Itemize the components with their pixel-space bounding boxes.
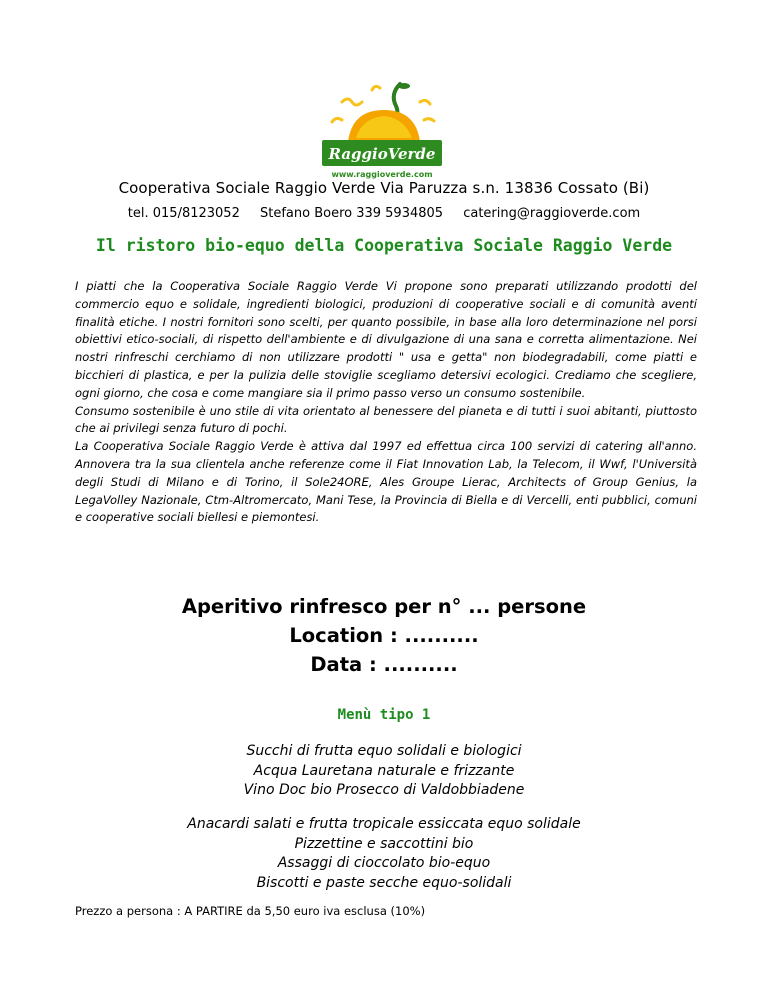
header-phone: tel. 015/8123052 bbox=[127, 206, 240, 221]
list-item: Succhi di frutta equo solidali e biologici bbox=[246, 743, 522, 759]
menu-drinks-list bbox=[0, 742, 768, 801]
list-item: Assaggi di cioccolato bio-equo bbox=[277, 855, 491, 871]
price-per-person: Prezzo a persona : A PARTIRE da 5,50 euro iva esclusa (10%) bbox=[75, 904, 426, 918]
menu-title: Menù tipo 1 bbox=[337, 707, 431, 723]
logo-brand-text: RaggioVerde bbox=[328, 145, 436, 163]
logo-url-text: www.raggioverde.com bbox=[331, 170, 433, 179]
header-contacts bbox=[0, 206, 768, 221]
list-item: Vino Doc bio Prosecco di Valdobbiadene bbox=[243, 782, 525, 798]
intro-text bbox=[75, 278, 697, 527]
event-people: Aperitivo rinfresco per n° ... persone bbox=[181, 595, 587, 618]
event-date: Data : .......... bbox=[310, 653, 458, 676]
document-title: Il ristoro bio-equo della Cooperativa Sociale Raggio Verde bbox=[95, 236, 673, 255]
event-location: Location : .......... bbox=[289, 624, 479, 647]
intro-paragraph: La Cooperativa Sociale Raggio Verde è attiva dal 1997 ed effettua circa 100 servizi di catering all'anno. Annovera tra la sua clientela anche referenze come il Fiat Innovation Lab, la Telecom, il Wwf, l'Università degli Studi di Milano e di Torino, il Sole24ORE, Ales Groupe Lierac, Architects of Group Genius, la LegaVolley Nazionale, Ctm-Altromercato, Mani Tese, la Provincia di Biella e di Vercelli, enti pubblici, comuni e cooperative sociali biellesi e piemontesi. bbox=[75, 439, 697, 525]
header-email[interactable]: catering@raggioverde.com bbox=[463, 206, 641, 221]
list-item: Anacardi salati e frutta tropicale essiccata equo solidale bbox=[187, 816, 581, 832]
list-item: Pizzettine e saccottini bio bbox=[294, 835, 474, 852]
list-item: Biscotti e paste secche equo-solidali bbox=[256, 874, 512, 891]
list-item: Acqua Lauretana naturale e frizzante bbox=[253, 762, 515, 779]
header-contact-person: Stefano Boero 339 5934805 bbox=[259, 206, 444, 221]
intro-paragraph: I piatti che la Cooperativa Sociale Raggio Verde Vi propone sono preparati utilizzando prodotti del commercio equo e solidale, ingredienti biologici, produzioni di cooperative sociali e di comunità aventi finalità etiche. I nostri fornitori sono scelti, per quanto possibile, in base alla loro determinazione nel porsi obiettivi etico-sociali, di rispetto dell'ambiente e di divulgazione di una sana e corretta alimentazione. Nei nostri rinfreschi cerchiamo di non utilizzare prodotti " usa e getta" non biodegradabili, come piatti e bicchieri di plastica, e per la pulizia delle stoviglie scegliamo detersivi ecologici. Crediamo che scegliere, ogni giorno, che cosa e come mangiare sia il primo passo verso un consumo sostenibile. bbox=[75, 279, 697, 400]
intro-paragraph: Consumo sostenibile è uno stile di vita orientato al benessere del pianeta e di tutti i suoi abitanti, piuttosto che ai privilegi senza futuro di pochi. bbox=[75, 403, 697, 436]
header-address: Cooperativa Sociale Raggio Verde Via Paruzza s.n. 13836 Cossato (Bi) bbox=[118, 179, 650, 197]
event-details bbox=[0, 592, 768, 679]
menu-food-list bbox=[0, 815, 768, 893]
raggio-verde-logo bbox=[312, 80, 452, 180]
